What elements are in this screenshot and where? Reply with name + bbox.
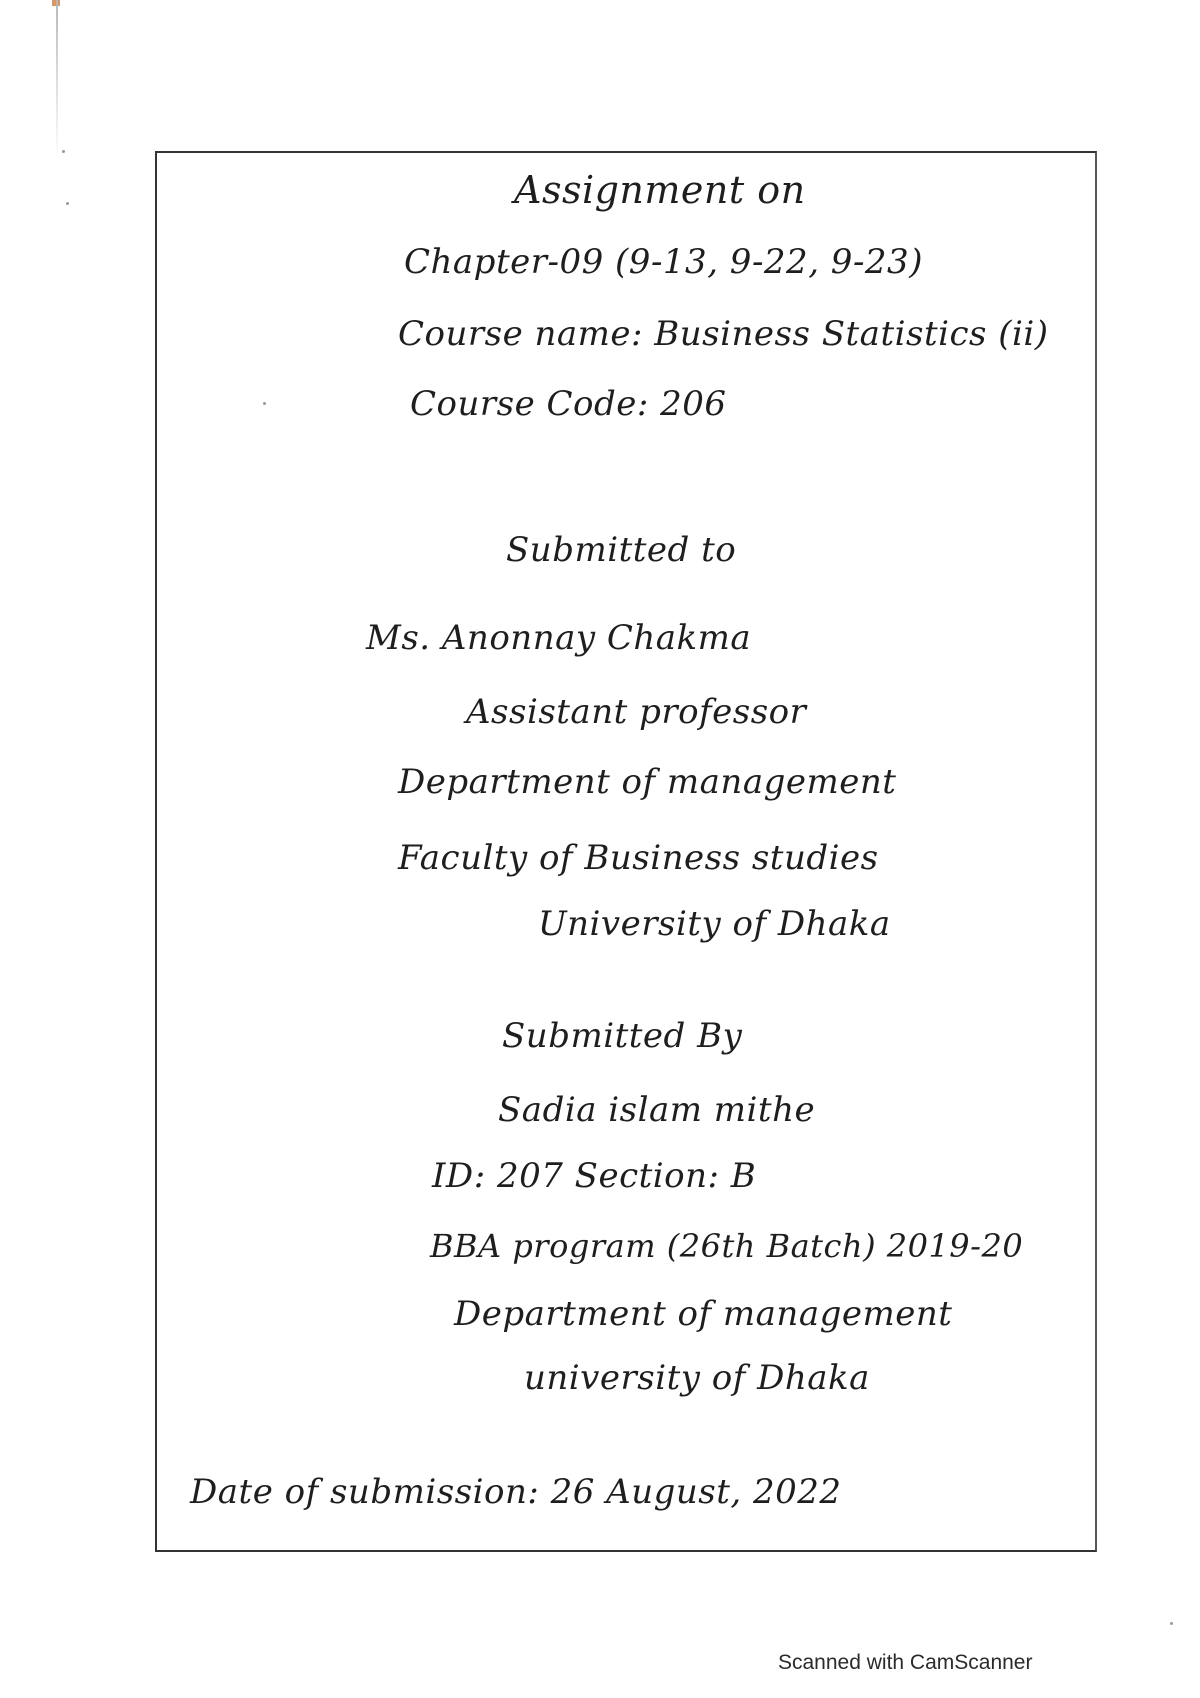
teacher-university: University of Dhaka xyxy=(538,904,891,944)
submitted-by-heading: Submitted By xyxy=(502,1016,743,1056)
scan-speck xyxy=(66,202,69,205)
scanner-watermark: Scanned with CamScanner xyxy=(778,1651,1033,1674)
teacher-designation: Assistant professor xyxy=(466,692,807,732)
scan-edge-shadow xyxy=(56,0,58,160)
submission-date: Date of submission: 26 August, 2022 xyxy=(190,1472,842,1512)
student-program: BBA program (26th Batch) 2019-20 xyxy=(430,1227,1024,1265)
course-code: Course Code: 206 xyxy=(410,384,727,424)
assignment-title: Assignment on xyxy=(514,168,806,212)
student-university: university of Dhaka xyxy=(524,1358,870,1398)
student-name: Sadia islam mithe xyxy=(498,1090,816,1130)
submitted-to-heading: Submitted to xyxy=(506,530,737,570)
teacher-name: Ms. Anonnay Chakma xyxy=(366,618,752,658)
teacher-faculty: Faculty of Business studies xyxy=(398,838,879,878)
student-department: Department of management xyxy=(454,1294,953,1334)
scan-speck xyxy=(62,150,65,153)
chapter-line: Chapter-09 (9-13, 9-22, 9-23) xyxy=(404,242,923,282)
course-name: Course name: Business Statistics (ii) xyxy=(398,314,1049,354)
teacher-department: Department of management xyxy=(398,762,897,802)
student-id-section: ID: 207 Section: B xyxy=(432,1156,757,1196)
scan-speck xyxy=(1170,1622,1173,1625)
